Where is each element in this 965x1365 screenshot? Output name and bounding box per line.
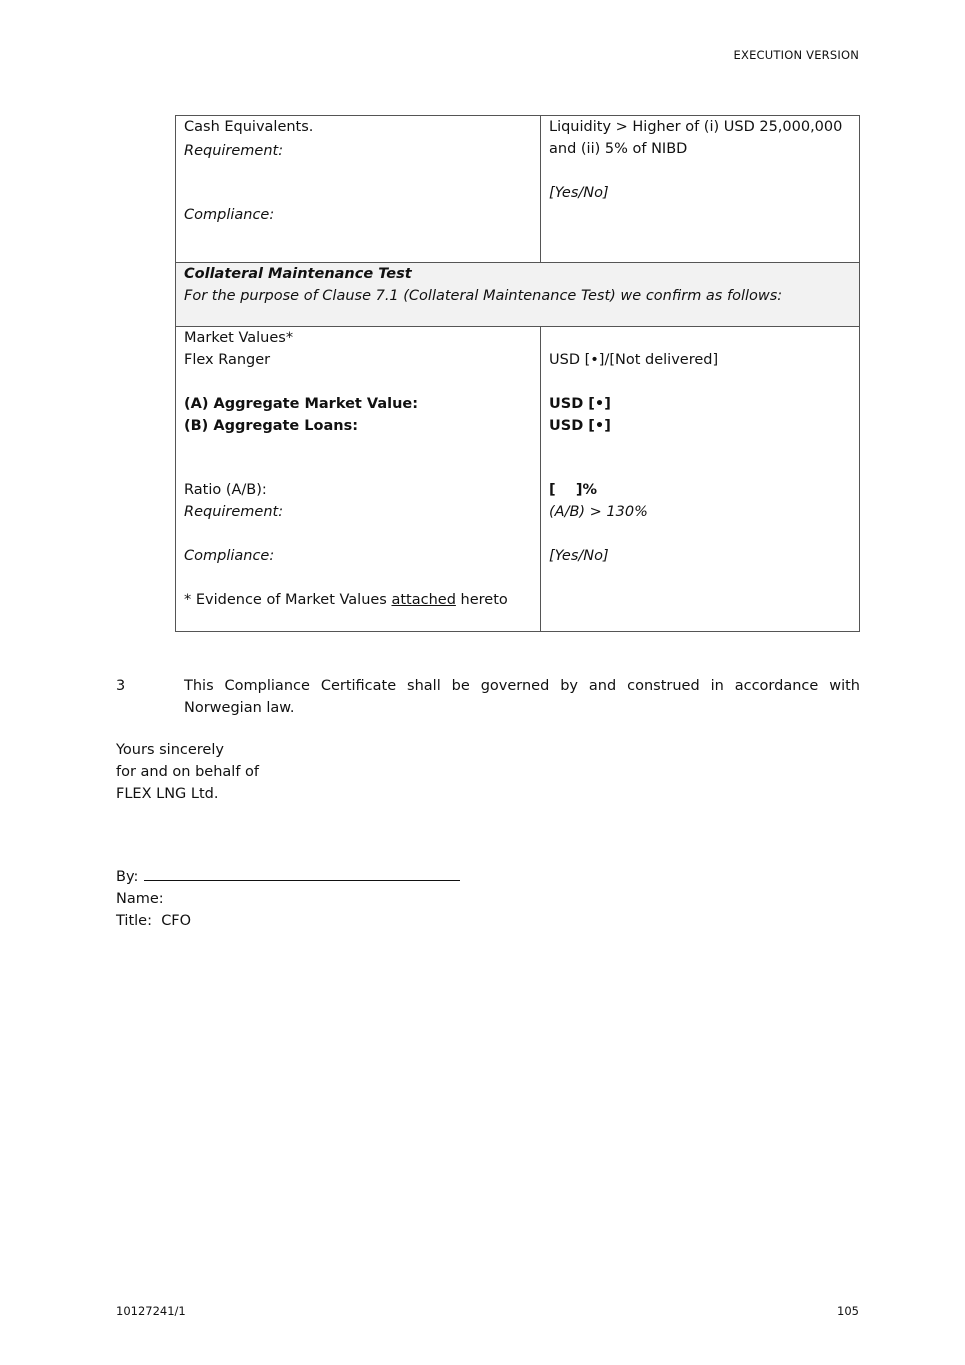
- evidence-note-suffix: hereto: [455, 592, 508, 608]
- closing-line2: for and on behalf of: [116, 764, 260, 780]
- cash-equivalents-row: [176, 116, 860, 263]
- vessel-name: Flex Ranger: [184, 352, 271, 368]
- collateral-test-subtitle: For the purpose of Clause 7.1 (Collateral Maintenance Test) we confirm as follows:: [184, 288, 783, 304]
- market-values-label: Market Values*: [184, 330, 294, 346]
- signature-title-line: [116, 910, 460, 932]
- evidence-note: [184, 589, 532, 611]
- closing-company: FLEX LNG Ltd.: [116, 786, 219, 802]
- title-label: Title:: [116, 913, 152, 929]
- signature-by-line: [116, 866, 460, 888]
- signature-line: [144, 866, 460, 881]
- signature-block: [116, 866, 460, 932]
- cash-right-cell: [541, 116, 860, 263]
- ratio-compliance-label: Compliance:: [184, 548, 275, 564]
- evidence-note-attached: attached: [391, 592, 456, 608]
- document-reference: 10127241/1: [116, 1304, 186, 1318]
- clause-number: 3: [116, 678, 126, 694]
- ratio-value: [ ]%: [549, 482, 597, 498]
- ratio-requirement-value: (A/B) > 130%: [549, 504, 648, 520]
- clause-text: This Compliance Certificate shall be governed by and construed in accordance with Norwegian law.: [184, 678, 860, 716]
- aggregate-loans-value: USD [•]: [549, 418, 611, 434]
- compliance-table: [175, 115, 860, 632]
- aggregate-loans-label: (B) Aggregate Loans:: [184, 418, 359, 434]
- collateral-test-title: Collateral Maintenance Test: [184, 266, 412, 282]
- cash-equivalents-title: Cash Equivalents.: [184, 119, 314, 135]
- liquidity-requirement-line2: and (ii) 5% of NIBD: [549, 141, 688, 157]
- market-left-cell: [176, 327, 541, 632]
- cash-compliance-label: Compliance:: [184, 207, 275, 223]
- page-number: 105: [837, 1304, 859, 1318]
- vessel-value: USD [•]/[Not delivered]: [549, 352, 719, 368]
- ratio-compliance-value: [Yes/No]: [549, 548, 609, 564]
- market-values-row: [176, 327, 860, 632]
- liquidity-requirement-line1: Liquidity > Higher of (i) USD 25,000,000: [549, 119, 843, 135]
- execution-version-label: EXECUTION VERSION: [733, 48, 859, 62]
- cash-left-cell: [176, 116, 541, 263]
- market-right-cell: [541, 327, 860, 632]
- by-label: By:: [116, 869, 139, 885]
- ratio-label: Ratio (A/B):: [184, 482, 267, 498]
- aggregate-market-value: USD [•]: [549, 396, 611, 412]
- title-value: CFO: [161, 913, 192, 929]
- aggregate-market-value-label: (A) Aggregate Market Value:: [184, 396, 419, 412]
- closing-block: [116, 739, 259, 805]
- collateral-header-row: [176, 263, 860, 327]
- collateral-header-cell: [176, 263, 860, 327]
- evidence-note-prefix: * Evidence of Market Values: [184, 592, 392, 608]
- ratio-requirement-label: Requirement:: [184, 504, 284, 520]
- closing-line1: Yours sincerely: [116, 742, 224, 758]
- name-label: Name:: [116, 891, 164, 907]
- cash-compliance-value: [Yes/No]: [549, 185, 609, 201]
- cash-requirement-label: Requirement:: [184, 143, 284, 159]
